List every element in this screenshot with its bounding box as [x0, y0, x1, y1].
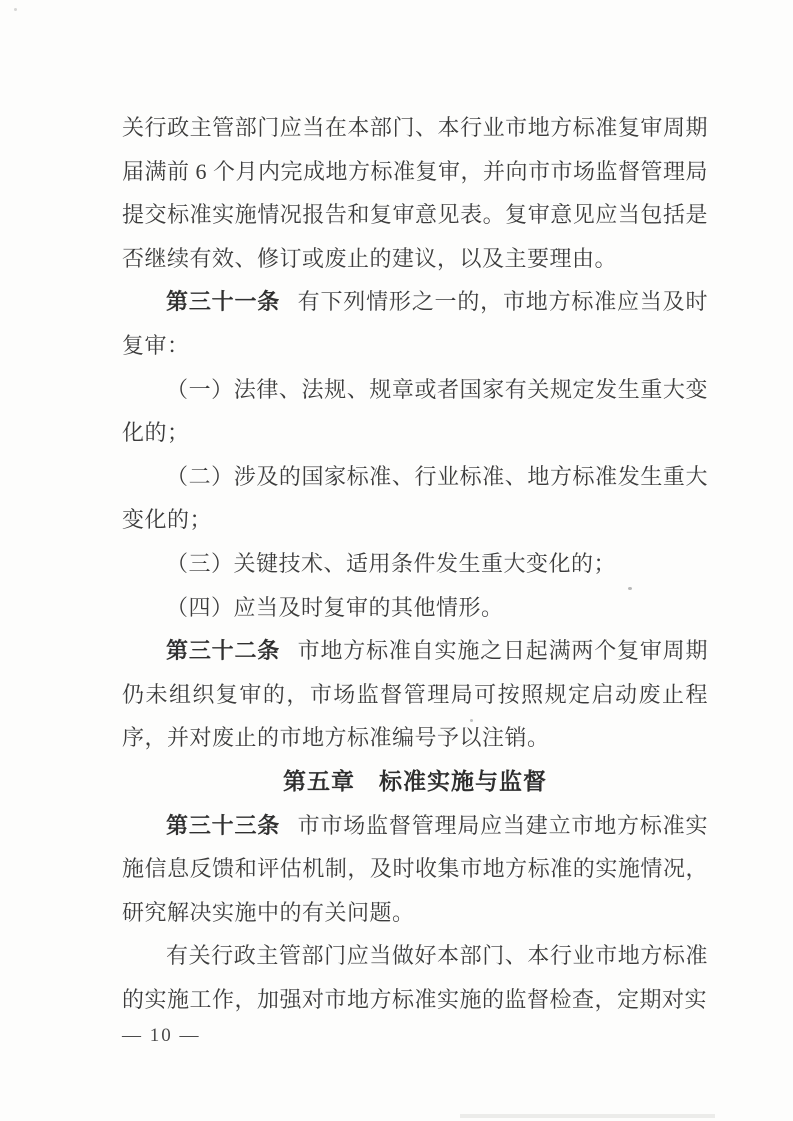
scan-speck — [14, 8, 17, 11]
article-number: 第三十一条 — [166, 289, 281, 315]
paragraph-item-4 — [122, 586, 708, 630]
article-number: 第三十二条 — [166, 638, 281, 664]
page-number: — 10 — — [122, 1025, 201, 1046]
paragraph-item-3 — [122, 542, 708, 586]
paragraph-continuation — [122, 106, 708, 280]
paragraph-text: 市市场监督管理局应当建立市地方标准实施信息反馈和评估机制，及时收集市地方标准的实施情况，研究解决实施中的有关问题。 — [122, 812, 708, 925]
paragraph-final — [122, 934, 708, 1021]
article-number: 第三十三条 — [166, 812, 281, 838]
chapter-heading: 第五章 标准实施与监督 — [283, 768, 547, 794]
document-body — [122, 106, 708, 1021]
paragraph-text: （二）涉及的国家标准、行业标准、地方标准发生重大变化的； — [122, 463, 708, 533]
paragraph-text: （一）法律、法规、规章或者国家有关规定发生重大变化的； — [122, 376, 708, 446]
paragraph-article-32 — [122, 629, 708, 760]
paragraph-text: （三）关键技术、适用条件发生重大变化的； — [166, 550, 617, 576]
scan-speck — [470, 719, 473, 722]
paragraph-text: 关行政主管部门应当在本部门、本行业市地方标准复审周期届满前 6 个月内完成地方标准复审，并向市市场监督管理局提交标准实施情况报告和复审意见表。复审意见应当包括是否继续有效、修订或废止的建议，以及主要理由。 — [122, 115, 709, 271]
scan-edge-artifact — [460, 1114, 715, 1118]
scan-speck — [628, 587, 632, 590]
paragraph-item-1 — [122, 368, 708, 455]
paragraph-text: 有下列情形之一的，市地方标准应当及时复审： — [122, 289, 708, 358]
paragraph-text: （四）应当及时复审的其他情形。 — [166, 594, 504, 620]
paragraph-article-31 — [122, 280, 708, 367]
paragraph-text: 有关行政主管部门应当做好本部门、本行业市地方标准的实施工作，加强对市地方标准实施的监督检查，定期对实 — [122, 943, 708, 1012]
paragraph-article-33 — [122, 804, 708, 935]
paragraph-item-2 — [122, 455, 708, 542]
paragraph-text: 市地方标准自实施之日起满两个复审周期仍未组织复审的，市场监督管理局可按照规定启动废止程序，并对废止的市地方标准编号予以注销。 — [122, 638, 708, 751]
